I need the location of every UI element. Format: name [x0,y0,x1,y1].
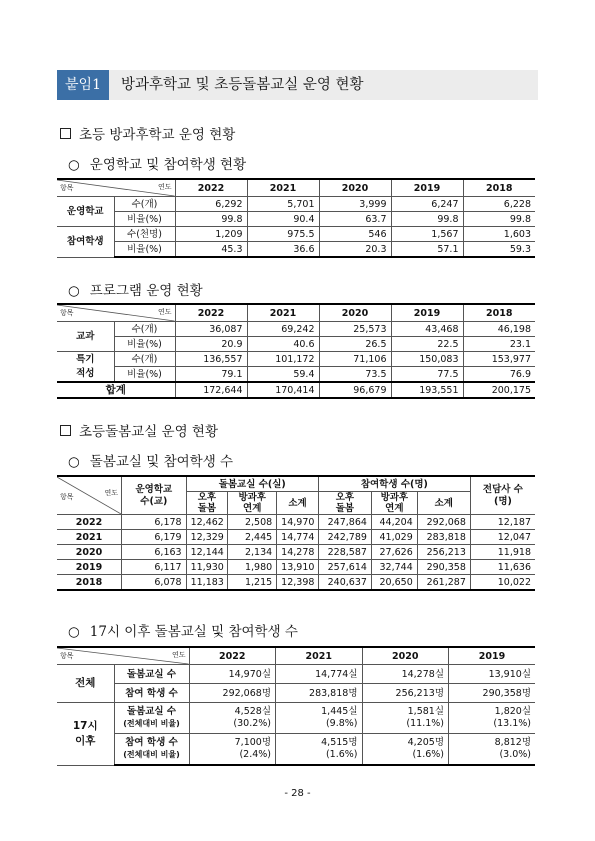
corner-cell: 항목 연도 [57,647,189,665]
checkbox-square-icon [60,425,71,436]
subsection-heading-4: ○ 17시 이후 돌봄교실 및 참여학생 수 [68,624,298,640]
value-cell: 1,445실 (9.8%) [276,703,363,734]
table-row [57,703,535,734]
after-17h-label: 17시 이후 [57,703,114,766]
table-header-row: 항목 연도 2022 2021 2020 2019 2018 [57,304,535,322]
section-heading-2: 초등돌봄교실 운영 현황 [60,420,218,440]
after-17h-table [57,646,535,766]
table-row: 비율(%) 79.1 59.4 73.5 77.5 76.9 [57,367,535,383]
table-header-row: 항목 연도 2022 2021 2020 2019 [57,647,535,665]
table-row: 참여학생 수(천명) 1,209 975.5 546 1,567 1,603 [57,227,535,242]
value-cell: 7,100명 (2.4%) [189,734,276,766]
section-heading-1: 초등 방과후학교 운영 현황 [60,123,235,143]
subsection-heading-1: ○ 운영학교 및 참여학생 현황 [68,157,247,173]
table-row: 교과 수(개) 36,087 69,242 25,573 43,468 46,198 [57,322,535,337]
table-row [57,734,535,766]
table-row: 2018 6,078 11,183 1,215 12,398 240,637 20,650 261,287 10,022 [57,575,535,591]
subsection-heading-2: ○ 프로그램 운영 현황 [68,283,203,299]
table-row: 운영학교 수(개) 6,292 5,701 3,999 6,247 6,228 [57,197,535,212]
table-total-row: 합계 172,644 170,414 96,679 193,551 200,175 [57,382,535,398]
appendix-badge: 붙임1 [57,70,109,100]
table-header-row: 항목 연도 운영학교 수(교) 돌봄교실 수(실) 참여학생 수(명) 전담사 수 (명) [57,476,535,492]
table-header-row: 항목 연도 2022 2021 2020 2019 2018 [57,179,535,197]
value-cell: 8,812명 (3.0%) [449,734,536,766]
table-row: 비율(%) 20.9 40.6 26.5 22.5 23.1 [57,337,535,352]
teacher-count-header: 전담사 수 (명) [470,476,535,515]
checkbox-square-icon [60,128,71,139]
table-row: 비율(%) 99.8 90.4 63.7 99.8 99.8 [57,212,535,227]
table-row: 2019 6,117 11,930 1,980 13,910 257,614 32,744 290,358 11,636 [57,560,535,575]
table-row: 2022 6,178 12,462 2,508 14,970 247,864 44,204 292,068 12,187 [57,515,535,530]
value-cell: 1,820실 (13.1%) [449,703,536,734]
pm-care-header: 오후 돌봄 [186,492,228,515]
afterschool-link-header: 방과후 연계 [228,492,277,515]
value-cell: 4,528실 (30.2%) [189,703,276,734]
corner-cell: 항목 연도 [57,179,175,197]
group-label-special: 특기 적성 [57,352,114,383]
page-title: 방과후학교 및 초등돌봄교실 운영 현황 [121,77,364,93]
table-row: 2020 6,163 12,144 2,134 14,278 228,587 27,626 256,213 11,918 [57,545,535,560]
table-subheader-row: 오후 돌봄 방과후 연계 소계 오후 돌봄 방과후 연계 소계 [57,492,535,515]
row-label: 돌봄교실 수 (전체대비 비율) [114,703,189,734]
school-participation-table [57,178,535,258]
school-count-header: 운영학교 수(교) [122,476,187,515]
page-number: - 28 - [284,788,311,799]
corner-cell: 항목 연도 [57,304,175,322]
title-banner [57,70,538,100]
table-row: 전체 돌봄교실 수 14,970실 14,774실 14,278실 13,910실 [57,665,535,684]
row-label: 참여 학생 수 (전체대비 비율) [114,734,189,766]
afterschool-link-header: 방과후 연계 [371,492,417,515]
table-row: 비율(%) 45.3 36.6 20.3 57.1 59.3 [57,242,535,258]
care-class-table [57,475,535,591]
table-row: 참여 학생 수 292,068명 283,818명 256,213명 290,358명 [57,684,535,703]
subsection-heading-3: ○ 돌봄교실 및 참여학생 수 [68,454,234,470]
value-cell: 4,205명 (1.6%) [362,734,449,766]
table-row: 2021 6,179 12,329 2,445 14,774 242,789 41,029 283,818 12,047 [57,530,535,545]
program-table [57,303,535,399]
table-row: 특기 적성 수(개) 136,557 101,172 71,106 150,083 153,977 [57,352,535,367]
value-cell: 4,515명 (1.6%) [276,734,363,766]
corner-cell: 항목 연도 [57,476,122,515]
value-cell: 1,581실 (11.1%) [362,703,449,734]
pm-care-header: 오후 돌봄 [318,492,371,515]
